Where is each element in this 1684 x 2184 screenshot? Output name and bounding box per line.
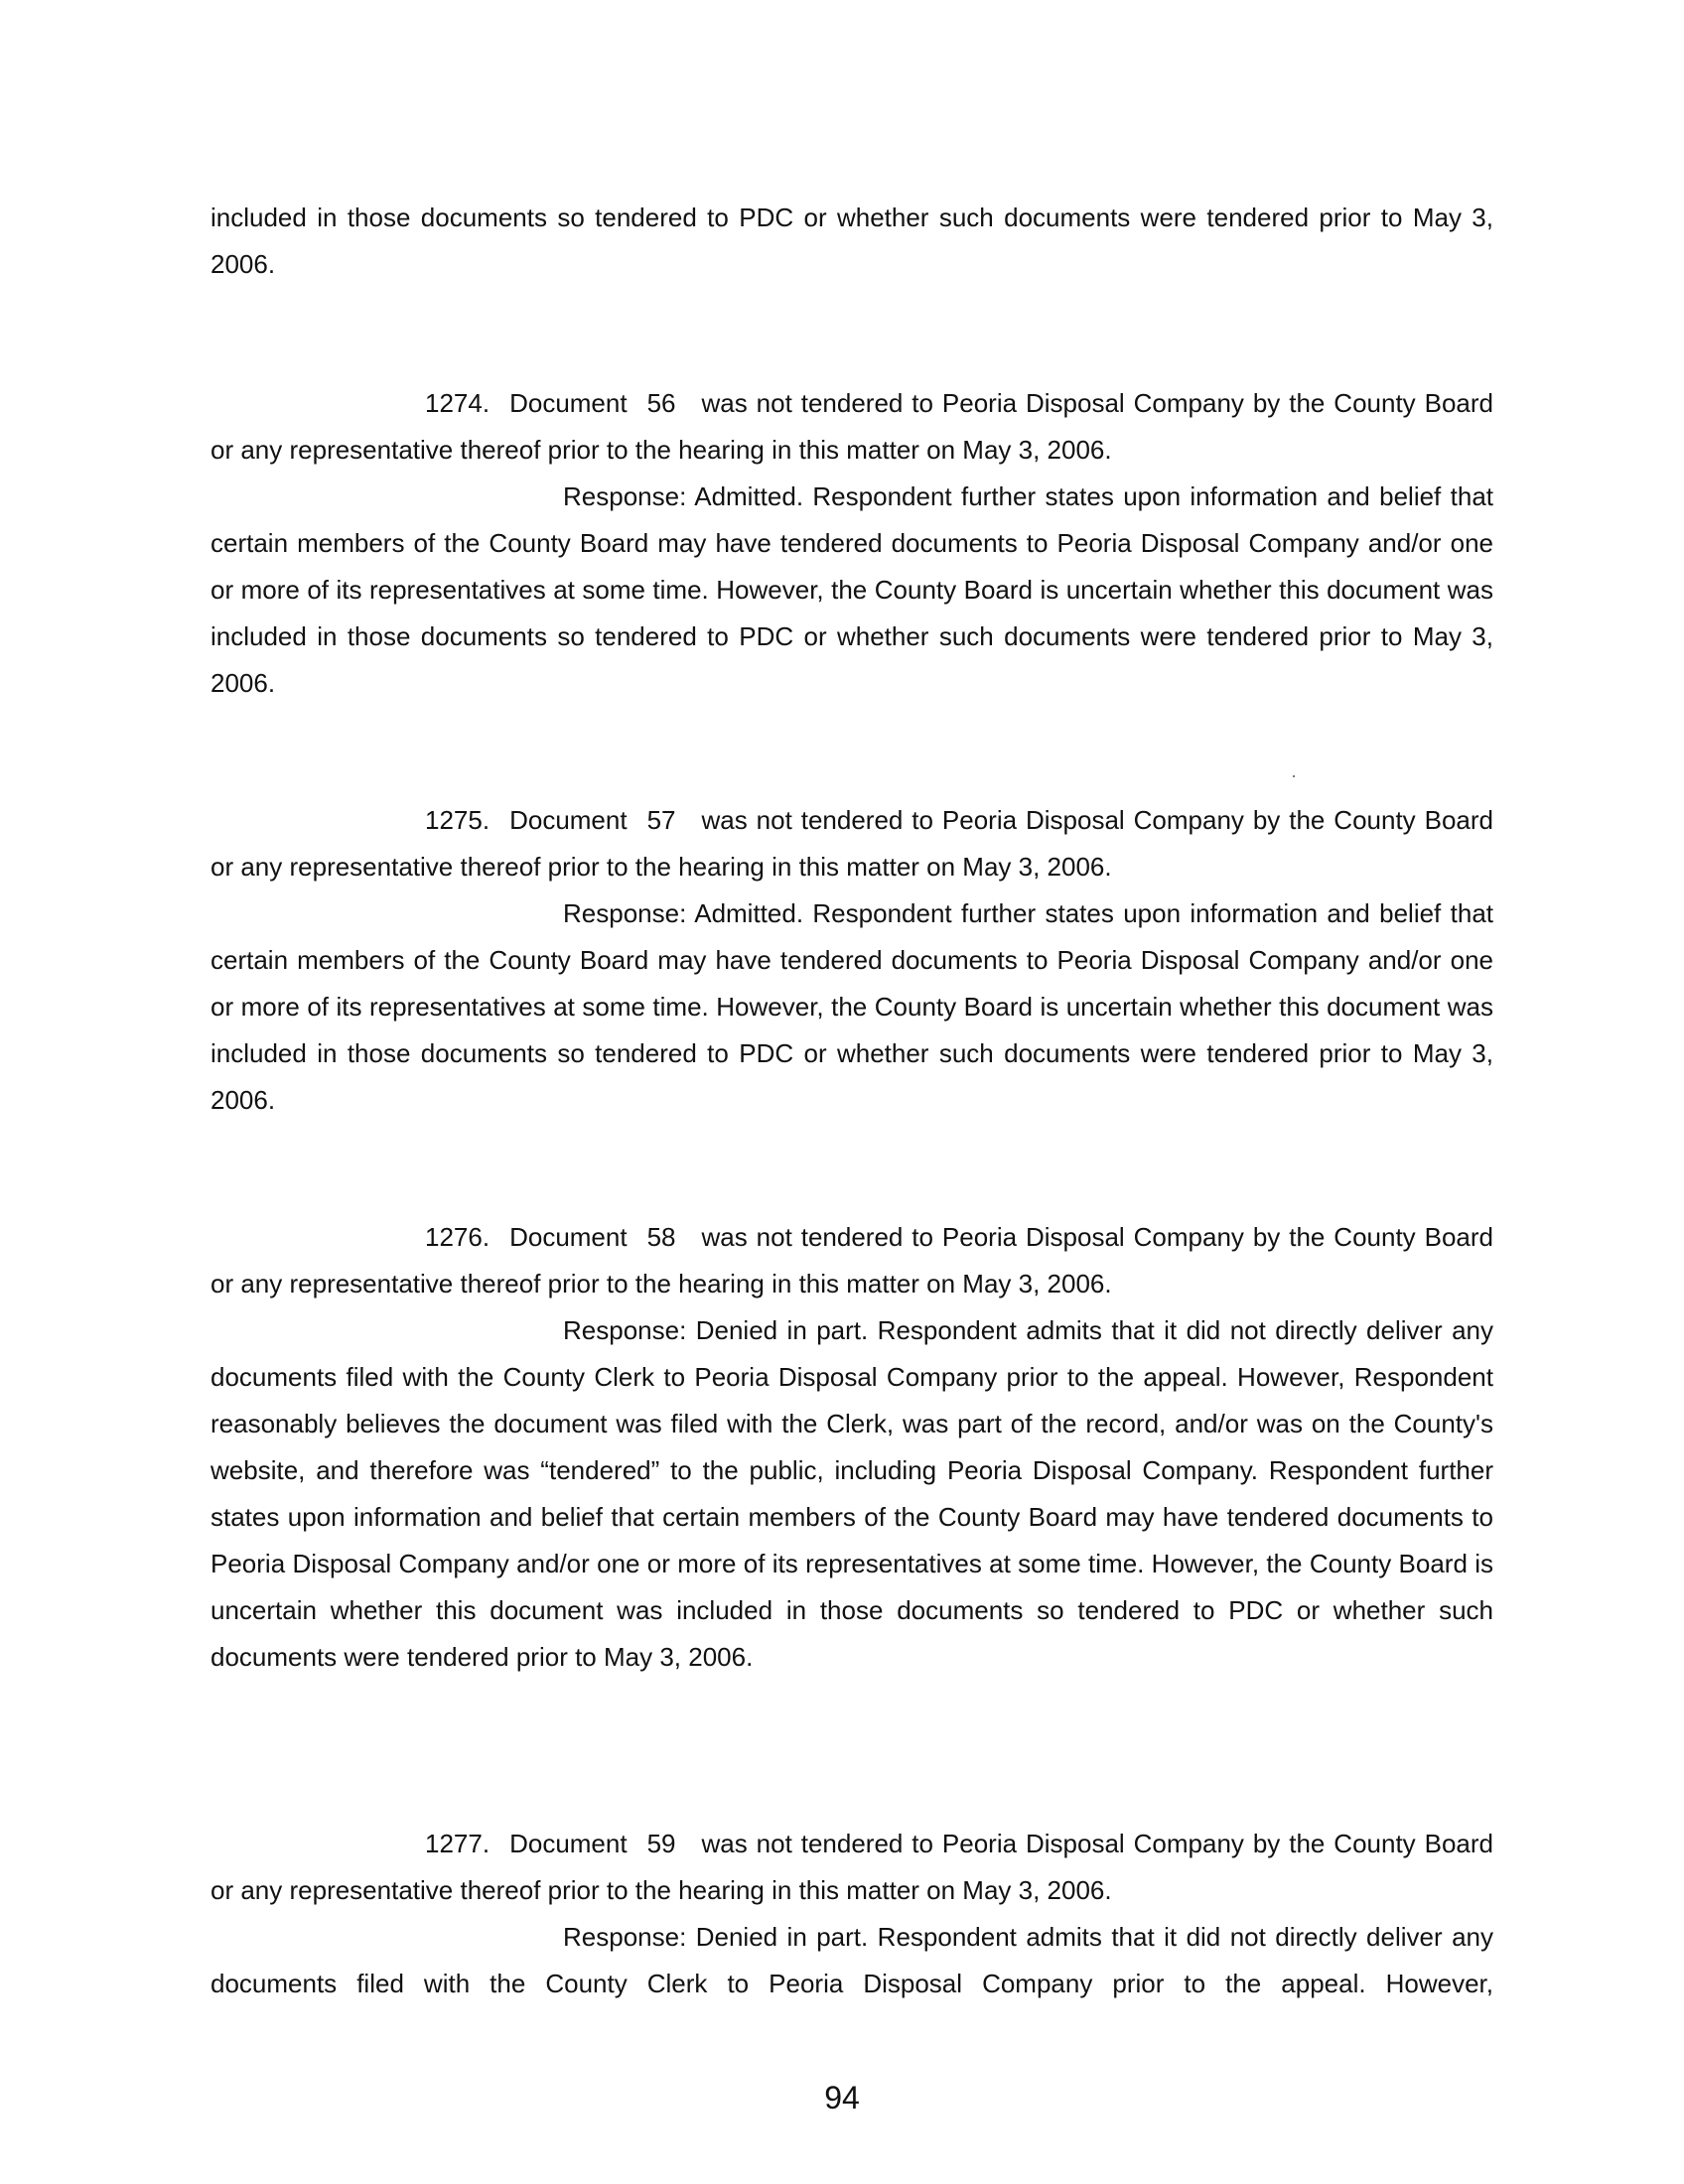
- item-number: 1276.: [425, 1222, 491, 1252]
- response-paragraph: Response: Admitted. Respondent further states upon information and belief that certain members of the County Board may have tendered documents to Peoria Disposal Company and/or one or more of its representatives at some time. However, the County Board is uncertain whether this document was included in those documents so tendered to PDC or whether such documents were tendered prior to May 3, 2006.: [210, 898, 1493, 1115]
- document-number: 58: [646, 1222, 676, 1252]
- item-1277: [210, 1821, 1493, 2007]
- allegation-paragraph: [210, 380, 1493, 474]
- item-number: 1274.: [425, 388, 491, 418]
- item-1275: [210, 797, 1493, 1124]
- item-number: 1275.: [425, 805, 491, 835]
- allegation-text: was not tendered to Peoria Disposal Company by the County Board or any representative thereof prior to the hearing in this matter on May 3, 2006.: [210, 1829, 1493, 1905]
- page-number: 94: [824, 2080, 860, 2116]
- document-number: 59: [646, 1829, 676, 1858]
- scan-speck: [1293, 775, 1295, 777]
- document-label: Document: [509, 1222, 628, 1252]
- item-number: 1277.: [425, 1829, 491, 1858]
- allegation-paragraph: [210, 797, 1493, 890]
- response-paragraph: Response: Denied in part. Respondent admits that it did not directly deliver any documents filed with the County Clerk to Peoria Disposal Company prior to the appeal. However,: [210, 1922, 1493, 1998]
- allegation-text: was not tendered to Peoria Disposal Company by the County Board or any representative thereof prior to the hearing in this matter on May 3, 2006.: [210, 805, 1493, 882]
- document-label: Document: [509, 1829, 628, 1858]
- allegation-text: was not tendered to Peoria Disposal Company by the County Board or any representative thereof prior to the hearing in this matter on May 3, 2006.: [210, 1222, 1493, 1298]
- item-1274: [210, 380, 1493, 707]
- item-1276: [210, 1214, 1493, 1681]
- response-paragraph: Response: Denied in part. Respondent admits that it did not directly deliver any documents filed with the County Clerk to Peoria Disposal Company prior to the appeal. However, Respondent reasonably believes the document was filed with the Clerk, was part of the record, and/or was on the County's website, and therefore was “tendered” to the public, including Peoria Disposal Company. Respondent further states upon information and belief that certain members of the County Board may have tendered documents to Peoria Disposal Company and/or one or more of its representatives at some time. However, the County Board is uncertain whether this document was included in those documents so tendered to PDC or whether such documents were tendered prior to May 3, 2006.: [210, 1315, 1493, 1672]
- allegation-text: was not tendered to Peoria Disposal Company by the County Board or any representative thereof prior to the hearing in this matter on May 3, 2006.: [210, 388, 1493, 465]
- continuation-paragraph: included in those documents so tendered to PDC or whether such documents were tendered prior to May 3, 2006.: [210, 203, 1493, 279]
- response-paragraph: Response: Admitted. Respondent further states upon information and belief that certain members of the County Board may have tendered documents to Peoria Disposal Company and/or one or more of its representatives at some time. However, the County Board is uncertain whether this document was included in those documents so tendered to PDC or whether such documents were tendered prior to May 3, 2006.: [210, 481, 1493, 698]
- document-number: 57: [646, 805, 676, 835]
- document-label: Document: [509, 805, 628, 835]
- allegation-paragraph: [210, 1214, 1493, 1307]
- document-number: 56: [646, 388, 676, 418]
- allegation-paragraph: [210, 1821, 1493, 1914]
- document-label: Document: [509, 388, 628, 418]
